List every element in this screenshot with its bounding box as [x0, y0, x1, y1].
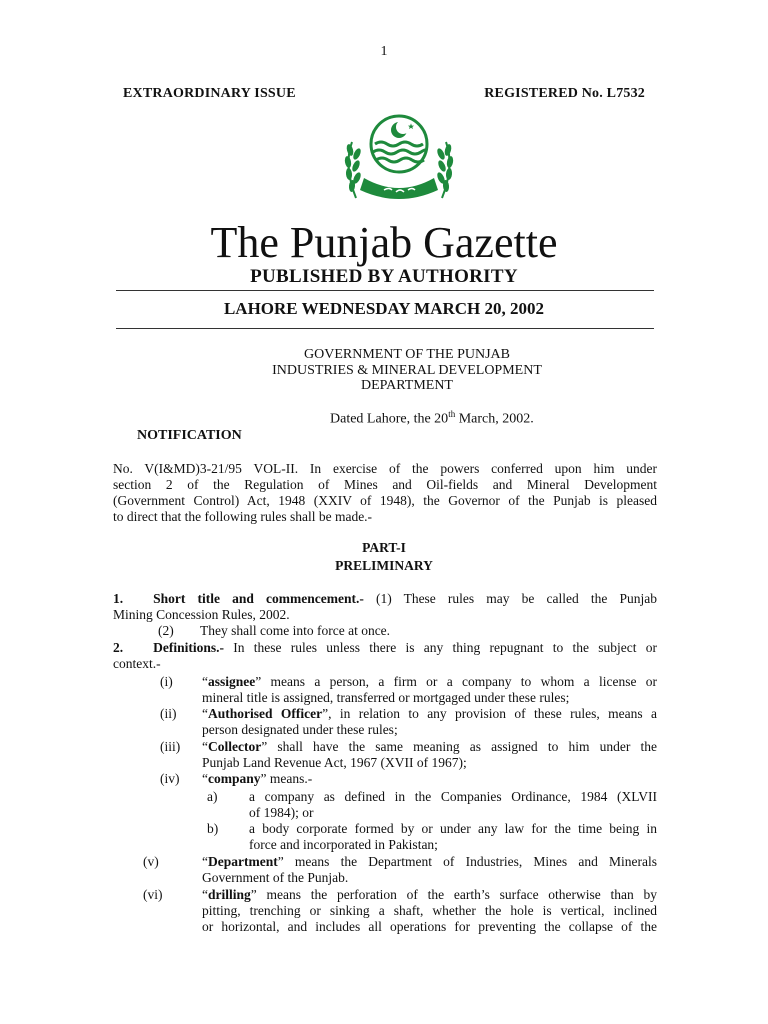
definition-iv-line-1: ” means.-	[260, 771, 313, 786]
definition-iii-line-2: Punjab Land Revenue Act, 1967 (XVII of 1967);	[202, 755, 467, 770]
notification-heading: NOTIFICATION	[137, 428, 242, 443]
definition-ii-term: Authorised Officer	[208, 706, 323, 721]
rule-2-line-1	[113, 640, 657, 656]
definition-vi-line-3: or horizontal, and includes all operations for preventing the collapse of the	[202, 919, 657, 934]
definition-ii-line-2: person designated under these rules;	[202, 722, 398, 737]
definition-vi: “drilling” means the perforation of the earth’s surface otherwise than by pitting, trenching or sinking a shaft, whether the hole is vertical, inclined or horizontal, and includes all operations for preventing the collapse of the	[202, 887, 657, 934]
definition-ii: “Authorised Officer”, in relation to any provision of these rules, means a person designated under these rules;	[202, 706, 657, 737]
dated-line	[330, 409, 534, 428]
company-a-line-2: of 1984); or	[249, 805, 314, 820]
rule-2-heading: Definitions.-	[153, 640, 224, 655]
rule-1-sub-number: (2)	[158, 623, 174, 638]
company-a-number: a)	[207, 789, 218, 804]
intro-paragraph	[113, 461, 657, 525]
definition-v-number: (v)	[143, 854, 159, 869]
bottom-rule	[116, 328, 654, 329]
rule-1-line-2: Mining Concession Rules, 2002.	[113, 607, 290, 622]
government-line-2: INDUSTRIES & MINERAL DEVELOPMENT	[272, 363, 542, 378]
definition-vi-line-1: ” means the perforation of the earth’s surface otherwise than by	[250, 887, 657, 902]
gazette-title: The Punjab Gazette	[210, 218, 558, 267]
intro-line-2: section 2 of the Regulation of Mines and Oil-fields and Mineral Development	[113, 477, 657, 492]
punjab-government-emblem-icon	[334, 108, 464, 208]
dated-sup: th	[448, 409, 456, 419]
rule-1-text: (1) These rules may be called the Punjab	[363, 591, 657, 606]
rule-1-heading: Short title and commencement.-	[153, 591, 364, 606]
company-a-line-1: a company as defined in the Companies Ordinance, 1984 (XLVII	[249, 789, 657, 804]
definition-v-term: Department	[208, 854, 278, 869]
dated-suffix: March, 2002.	[455, 411, 534, 427]
intro-line-3: (Government Control) Act, 1948 (XXIV of 1948), the Governor of the Punjab is pleased	[113, 493, 657, 508]
definition-vi-number: (vi)	[143, 887, 163, 902]
page-number: 1	[380, 44, 388, 59]
intro-line-4: to direct that the following rules shall be made.-	[113, 509, 373, 524]
issue-label: EXTRAORDINARY ISSUE	[123, 86, 296, 101]
company-b	[249, 821, 657, 853]
definition-iv: “company” means.-	[202, 771, 313, 786]
definition-iv-term: company	[208, 771, 261, 786]
government-line-1: GOVERNMENT OF THE PUNJAB	[303, 347, 510, 362]
government-line-3: DEPARTMENT	[361, 378, 453, 393]
company-a	[249, 789, 657, 821]
definition-i-line-1: ” means a person, a firm or a company to whom a license or	[255, 674, 657, 689]
definition-v: “Department” means the Department of Industries, Mines and Minerals Government of the Punjab.	[202, 854, 657, 885]
rule-2-text: In these rules unless there is any thing repugnant to the subject or	[224, 640, 657, 655]
top-rule	[116, 290, 654, 291]
definition-iii: “Collector” shall have the same meaning as assigned to him under the Punjab Land Revenue Act, 1967 (XVII of 1967);	[202, 739, 657, 770]
definition-iii-number: (iii)	[160, 739, 181, 754]
rule-1-line-1	[113, 591, 657, 607]
rule-2-number: 2.	[113, 640, 124, 655]
definition-v-line-2: Government of the Punjab.	[202, 870, 349, 885]
rule-1-number: 1.	[113, 591, 124, 606]
definition-iii-line-1: ” shall have the same meaning as assigned to him under the	[261, 739, 657, 754]
part-title: PRELIMINARY	[335, 558, 433, 573]
definition-vi-term: drilling	[208, 887, 251, 902]
definition-vi-line-2: pitting, trenching or sinking a shaft, whether the hole is vertical, inclined	[202, 903, 657, 918]
definition-v-line-1: ” means the Department of Industries, Mines and Minerals	[277, 854, 657, 869]
definition-iii-term: Collector	[208, 739, 262, 754]
rule-1-sub-text: They shall come into force at once.	[200, 623, 391, 638]
rule-2-line-2: context.-	[113, 656, 161, 671]
intro-line-1: No. V(I&MD)3-21/95 VOL-II. In exercise of the powers conferred upon him under	[113, 461, 657, 476]
company-b-number: b)	[207, 821, 219, 836]
dateline: LAHORE WEDNESDAY MARCH 20, 2002	[223, 299, 545, 318]
published-by-authority: PUBLISHED BY AUTHORITY	[250, 266, 518, 287]
part-number: PART-I	[362, 540, 406, 555]
definition-ii-line-1: ”, in relation to any provision of these rules, means a	[322, 706, 657, 721]
definition-ii-number: (ii)	[160, 706, 177, 721]
company-b-line-1: a body corporate formed by or under any law for the time being in	[249, 821, 657, 836]
definition-iv-number: (iv)	[160, 771, 180, 786]
definition-i-number: (i)	[160, 674, 173, 689]
company-b-line-2: force and incorporated in Pakistan;	[249, 837, 438, 852]
definition-i: “assignee” means a person, a firm or a company to whom a license or mineral title is assigned, transferred or mortgaged under these rules;	[202, 674, 657, 705]
definition-i-term: assignee	[208, 674, 256, 689]
dated-prefix: Dated Lahore, the 20	[330, 411, 449, 427]
registration-label: REGISTERED No. L7532	[484, 86, 645, 101]
definition-i-line-2: mineral title is assigned, transferred or mortgaged under these rules;	[202, 690, 570, 705]
